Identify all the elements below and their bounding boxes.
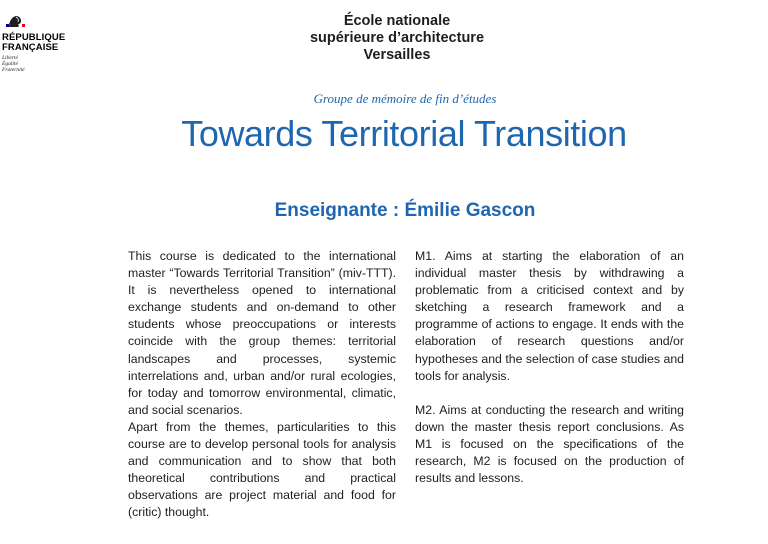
group-subtitle: Groupe de mémoire de fin d’études — [313, 91, 497, 106]
school-line-3: Versailles — [363, 47, 431, 63]
right-paragraph-m1: M1. Aims at starting the elaboration of an individual master thesis by withdrawing a problematic from a criticised context and by sketching a research framework and a programme of actions to engage. It ends with the elaboration of research questions and/or hypotheses and the selection of case studies and tools for analysis. — [415, 249, 684, 383]
left-paragraph-2: Apart from the themes, particularities to this course are to develop personal tools for analysis and communication and to show that both theoretical contributions and practical observations are project material and food for (critic) thought. — [128, 419, 396, 520]
page-title: Towards Territorial Transition — [181, 113, 627, 154]
republique-label: RÉPUBLIQUE — [2, 32, 66, 43]
school-name — [0, 13, 768, 64]
teacher-name: Enseignante : Émilie Gascon — [274, 200, 536, 221]
motto-fraternite: Fraternité — [2, 67, 25, 73]
francaise-label: FRANÇAISE — [2, 42, 59, 53]
left-paragraph-1: This course is dedicated to the international master “Towards Territorial Transition” (miv-TTT). It is nevertheless opened to international exchange students and on-demand to other students whose preoccupations or interests coincide with the group themes: territorial landscapes and processes, systemic interrelations and, urban and/or rural ecologies, for today and tomorrow environmental, climatic, and social scenarios. — [128, 249, 396, 417]
school-line-1: École nationale — [343, 13, 451, 29]
left-column — [128, 248, 396, 522]
school-line-2: supérieure d’architecture — [309, 30, 485, 46]
motto-egalite: Égalité — [2, 61, 18, 67]
right-paragraph-m2: M2. Aims at conducting the research and writing down the master thesis report conclusions. As M1 is focused on the specifications of the research, M2 is focused on the production of results and lessons. — [415, 402, 684, 486]
right-column — [415, 248, 684, 487]
motto-liberte: Liberté — [2, 55, 18, 61]
